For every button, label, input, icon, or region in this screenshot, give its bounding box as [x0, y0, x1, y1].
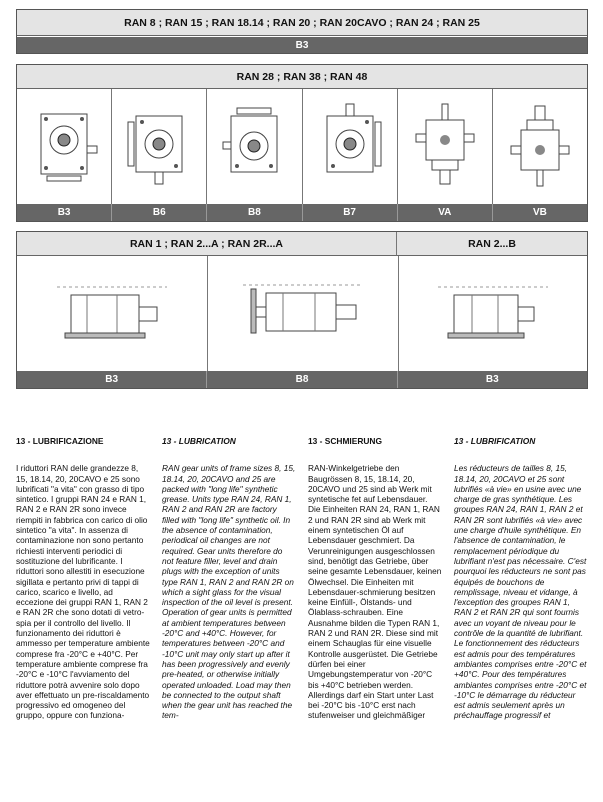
mid-mounting-box: [16, 64, 588, 222]
mounting-diagram-vb: [493, 89, 587, 204]
section-body-english: RAN gear units of frame sizes 8, 15, 18.14, 20, 20CAVO and 25 are packed with "long life" synthetic grease. Units type RAN 24, RAN 1, RAN 2 and RAN 2R are factory filled with "long life" synthetic oil. In the absence of contamination, periodical oil changes are not required. Gear units therefore do not feature filler, level and drain plugs with the exception of units type RAN 1, RAN 2 and RAN 2R on which a sight glass for the visual inspection of the oil level is present. Operation of gear units is permitted at ambient temperatures between -20°C and +40°C. However, for temperatures between -20°C and -10°C unit may only start up after it has been progressively and evenly pre-heated, or otherwise initially operated unloaded. Load may then be connected to the output shaft when the gear unit has reached the tem-: [162, 463, 296, 721]
mid-section-header: RAN 28 ; RAN 38 ; RAN 48: [17, 65, 587, 89]
section-title-german: 13 - SCHMIERUNG: [308, 436, 382, 446]
ran2b-diagram-b3: [399, 256, 587, 371]
bottom-mounting-box: [16, 231, 588, 389]
mounting-diagram-b7: [303, 89, 398, 204]
mounting-label-b7: B7: [303, 204, 398, 221]
top-mounting-box: [16, 9, 588, 54]
section-body-german: RAN-Winkelgetriebe den Baugrössen 8, 15, 18.14, 20, 20CAVO und 25 sind ab Werk mit syntetische fet auf Lebensdauer. Die Einheiten RAN 24, RAN 1, RAN 2 und RAN 2R sind ab Werk mit einem syntetischen Öl auf Lebensdauer geschmiert. Da Verunreinigungen ausgeschlossen sind, benötigt das Getriebe, über seine gesamte Lebensdauer, keinen Ölwechsel. Die Einheiten mit Lebensdauer-schmierung besitzen keine Einfüll-, Ölstands- und Ölablass-schrauben. Eine Ausnahme bilden die Typen RAN 1, RAN 2 und RAN 2R. Diese sind mit einem Schauglas für eine visuelle Kontrolle ausgerüstet. Die Getriebe dürfen bei einer Umgebungstemperatur von -20°C bis +40°C betrieben werden. Allerdings darf ein Start unter Last bei -20°C bis -10°C erst nach stufenweiser und gleichmäßiger: [308, 463, 442, 721]
column-english: [162, 436, 296, 721]
ran1-diagram-b8: [208, 256, 399, 371]
mounting-diagram-b3: [17, 89, 112, 204]
mounting-diagram-b8: [207, 89, 302, 204]
mounting-label-vb: VB: [493, 204, 587, 221]
bottom-left-header: RAN 1 ; RAN 2...A ; RAN 2R...A: [17, 232, 396, 256]
section-title-italian: 13 - LUBRIFICAZIONE: [16, 436, 104, 446]
mounting-label-b8: B8: [207, 204, 302, 221]
mounting-label-b3: B3: [17, 204, 112, 221]
top-section-label: B3: [17, 37, 587, 53]
section-title-english: 13 - LUBRICATION: [162, 436, 236, 446]
mounting-label-va: VA: [398, 204, 493, 221]
mounting-diagram-va: [398, 89, 493, 204]
bottom-right-header: RAN 2...B: [396, 232, 587, 256]
mounting-label-b6: B6: [112, 204, 207, 221]
ran1-diagram-b3: [17, 256, 208, 371]
top-section-header: RAN 8 ; RAN 15 ; RAN 18.14 ; RAN 20 ; RAN 20CAVO ; RAN 24 ; RAN 25: [17, 10, 587, 36]
column-italian: [16, 436, 150, 721]
section-title-french: 13 - LUBRIFICATION: [454, 436, 536, 446]
bottom-label-b3-right: B3: [398, 371, 587, 388]
mounting-diagram-b6: [112, 89, 207, 204]
section-body-french: Les réducteurs de tailles 8, 15, 18.14, 20, 20CAVO et 25 sont lubrifiés «à vie» en usine avec une charge de gras synthétique. Les groupes RAN 24, RAN 1, RAN 2 et RAN 2R sont lubrifiés «à vie» avec une charge d'huile synthétique. En l'absence de contamination, le remplacement périodique du lubrifiant n'est pas nécessaire. C'est pourquoi les réducteurs ne sont pas équipés de bouchons de remplissage, niveau et vidange, à l'exception des groupes RAN 1, RAN 2 et RAN 2R qui sont fournis avec un voyant de niveau pour le contrôle de la quantité de lubrifiant. Le fonctionnement des réducteurs est admis pour des températures ambiantes comprises entre -20°C et +40°C. Pour des températures ambiantes comprises entre -20°C et -10°C le démarrage du réducteur est admis seulement après un préchauffage progressif et: [454, 463, 587, 721]
bottom-label-b8: B8: [207, 371, 397, 388]
bottom-label-b3: B3: [17, 371, 207, 388]
column-french: [454, 436, 588, 721]
column-german: [308, 436, 442, 721]
section-body-italian: I riduttori RAN delle grandezze 8, 15, 18.14, 20, 20CAVO e 25 sono lubrificati "a vita" con grasso di tipo sintetico. I gruppi RAN 24 e RAN 1, RAN 2 e RAN 2R sono invece riempiti in fabbrica con carico di olio sintetico "a vita". In assenza di contaminazione non sono pertanto richiesti interventi periodici di sostituzione del lubrificante. I riduttori sono allestiti in esecuzione sigillata e pertanto privi di tappi di carico, scarico e livello, ad eccezione dei gruppi RAN 1, RAN 2 e RAN 2R che sono dotati di vetro-spia per il controllo del livello. Il funzionamento dei riduttori è ammesso per temperature ambiente comprese fra -20°C e +40°C. Per temperature ambiente comprese fra -20°C e -10°C l'avviamento del riduttore potrà avvenire solo dopo aver effettuato un pre-riscaldamento progressivo ed omogeneo del gruppo, oppure con funziona-: [16, 463, 150, 721]
